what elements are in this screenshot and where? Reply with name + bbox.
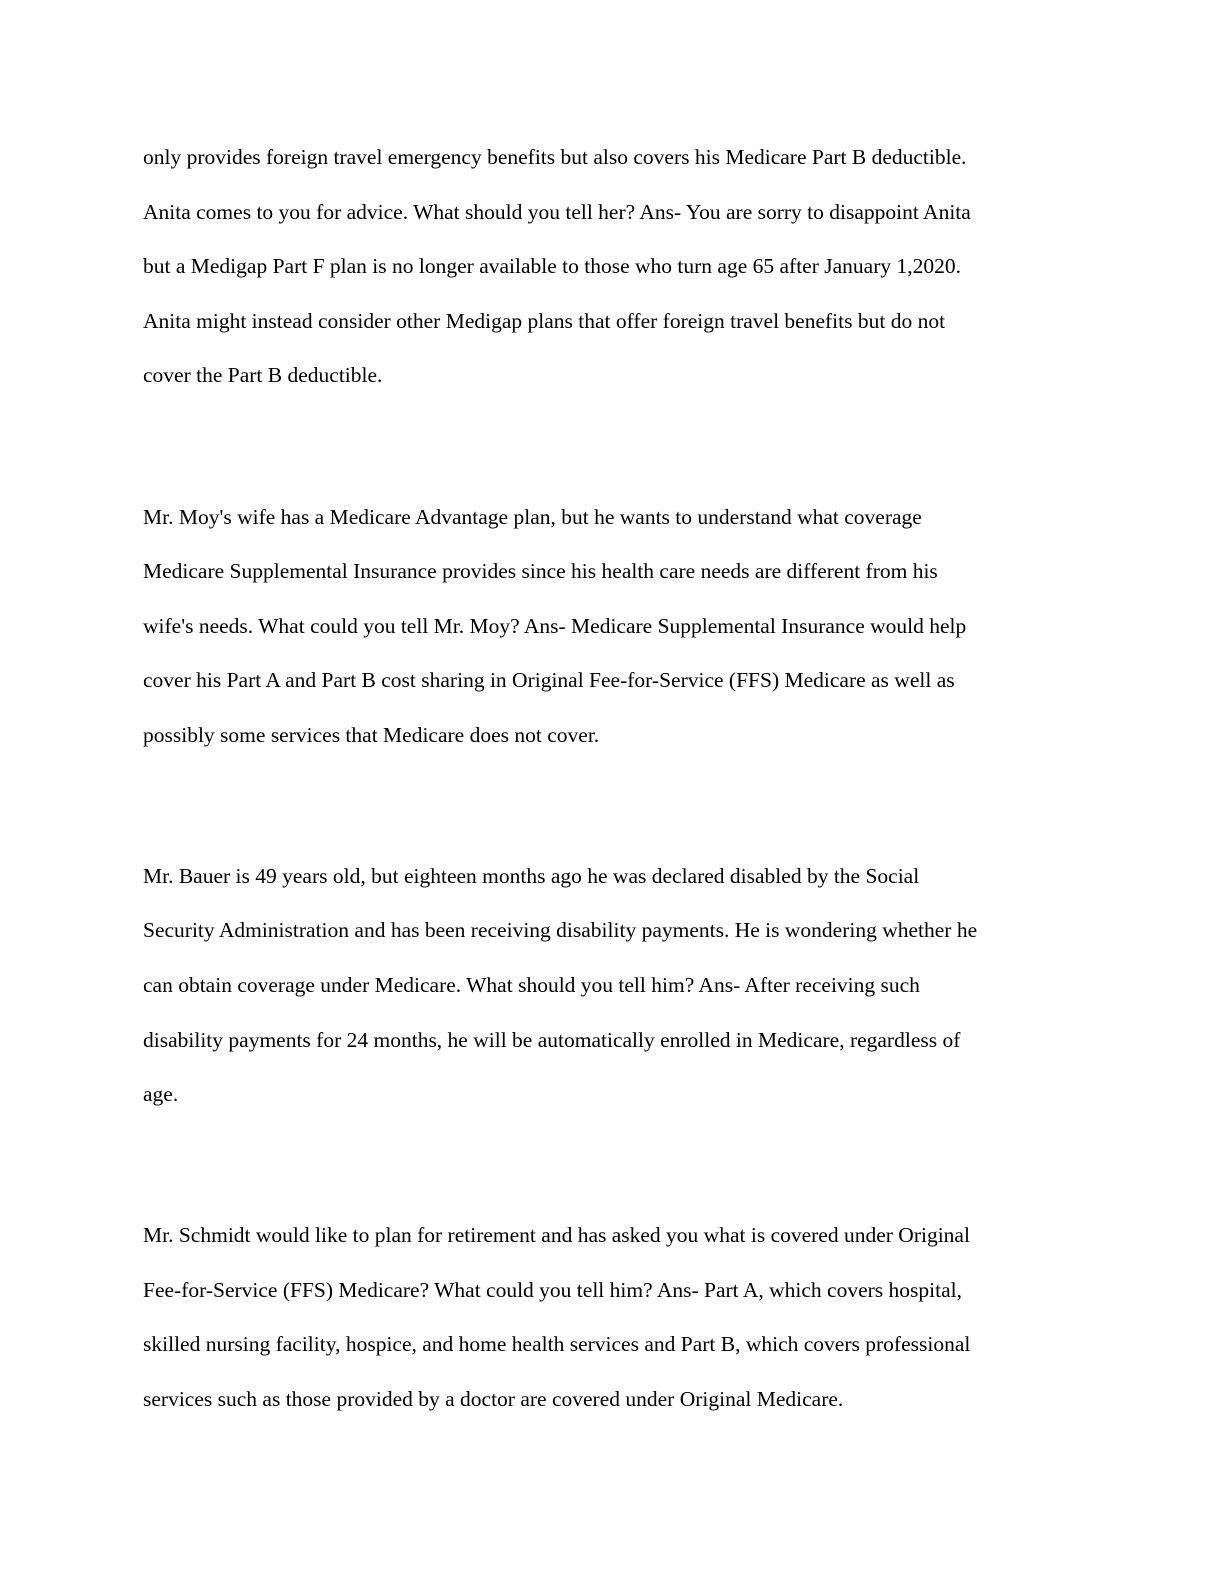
paragraph-4-line-4: services such as those provided by a doctor are covered under Original Medicare.	[143, 1387, 844, 1411]
paragraph-3-line-1: Mr. Bauer is 49 years old, but eighteen months ago he was declared disabled by the Social	[143, 864, 920, 888]
paragraph-4-line-1: Mr. Schmidt would like to plan for retirement and has asked you what is covered under Original	[143, 1223, 970, 1247]
paragraph-1-line-3: but a Medigap Part F plan is no longer available to those who turn age 65 after January 1,2020.	[143, 254, 961, 278]
paragraph-1-line-4: Anita might instead consider other Medigap plans that offer foreign travel benefits but do not	[143, 309, 946, 333]
paragraph-2-line-2: Medicare Supplemental Insurance provides since his health care needs are different from his	[143, 559, 938, 583]
paragraph-2-line-4: cover his Part A and Part B cost sharing in Original Fee-for-Service (FFS) Medicare as well as	[143, 668, 955, 692]
paragraph-2-line-1: Mr. Moy's wife has a Medicare Advantage plan, but he wants to understand what coverage	[143, 505, 922, 529]
paragraph-1-line-2: Anita comes to you for advice. What should you tell her? Ans- You are sorry to disappoint Anita	[143, 200, 971, 224]
paragraph-3-line-3: can obtain coverage under Medicare. What should you tell him? Ans- After receiving such	[143, 973, 920, 997]
paragraph-3-line-2: Security Administration and has been receiving disability payments. He is wondering whether he	[143, 918, 978, 942]
paragraph-3-line-4: disability payments for 24 months, he will be automatically enrolled in Medicare, regardless of	[143, 1028, 961, 1052]
paragraph-4-line-3: skilled nursing facility, hospice, and home health services and Part B, which covers professional	[143, 1332, 971, 1356]
paragraph-2-line-3: wife's needs. What could you tell Mr. Moy? Ans- Medicare Supplemental Insurance would help	[143, 614, 967, 638]
paragraph-4-line-2: Fee-for-Service (FFS) Medicare? What could you tell him? Ans- Part A, which covers hospital,	[143, 1278, 962, 1302]
paragraph-1-line-1: only provides foreign travel emergency benefits but also covers his Medicare Part B deductible.	[143, 145, 967, 169]
paragraph-1-line-5: cover the Part B deductible.	[143, 363, 383, 387]
paragraph-2-line-5: possibly some services that Medicare does not cover.	[143, 723, 600, 747]
paragraph-3-line-5: age.	[143, 1082, 179, 1106]
